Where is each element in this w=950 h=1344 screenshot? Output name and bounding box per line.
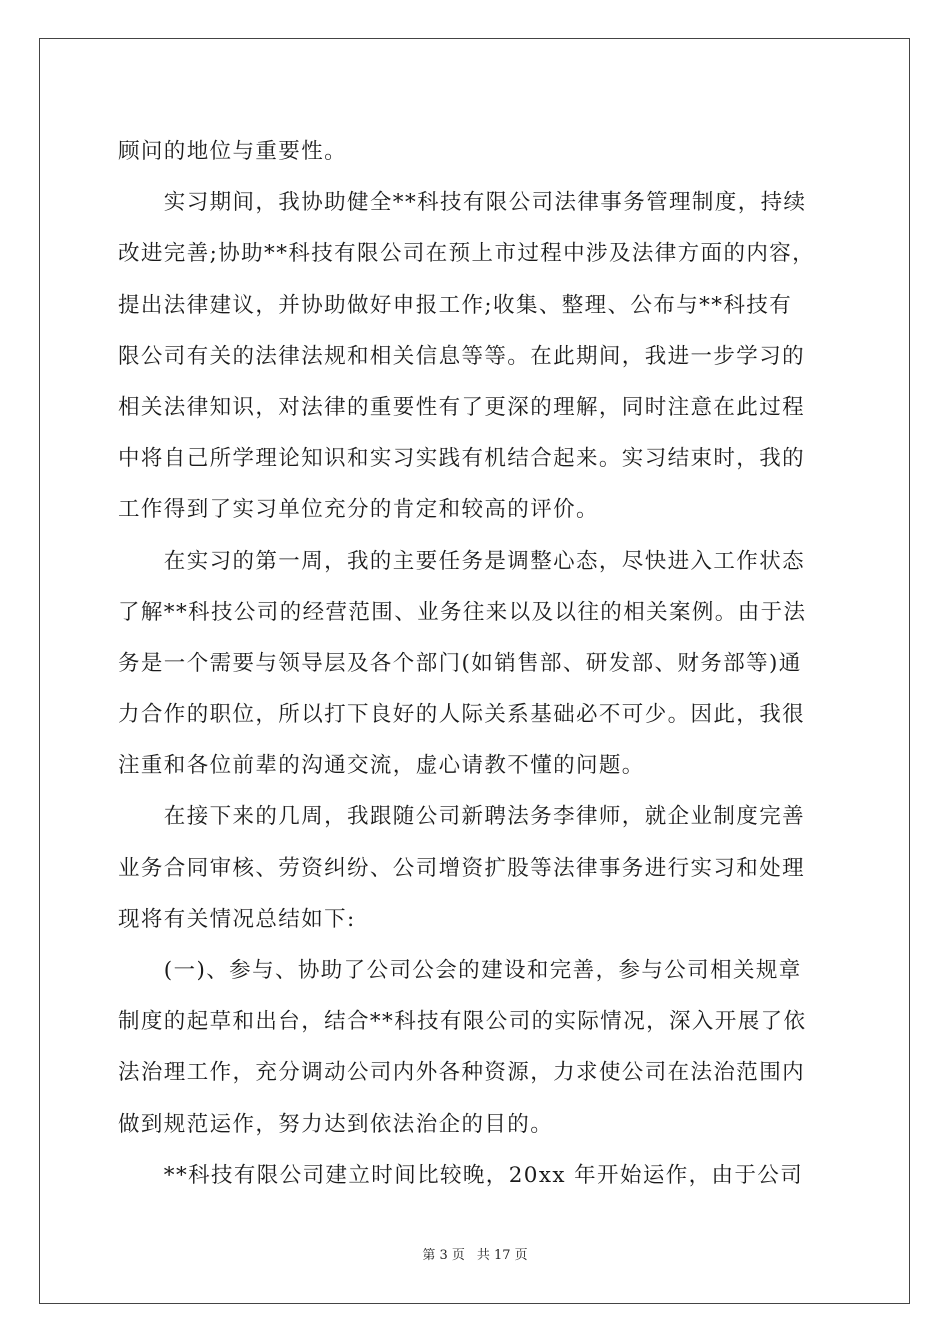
text-line: 提出法律建议，并协助做好申报工作;收集、整理、公布与**科技有 — [118, 292, 793, 318]
total-pages: 共 17 页 — [476, 1248, 528, 1263]
text-line: 改进完善;协助**科技有限公司在预上市过程中涉及法律方面的内容， — [118, 241, 816, 267]
text-line: 力合作的职位，所以打下良好的人际关系基础必不可少。因此，我很 — [118, 702, 806, 728]
text-line: 了解**科技公司的经营范围、业务往来以及以往的相关案例。由于法 — [118, 599, 807, 625]
document-body — [118, 126, 838, 1201]
text-line: 法治理工作，充分调动公司内外各种资源，力求使公司在法治范围内 — [118, 1060, 806, 1086]
text-line: 工作得到了实习单位充分的肯定和较高的评价。 — [118, 497, 599, 523]
text-line: 业务合同审核、劳资纠纷、公司增资扩股等法律事务进行实习和处理 — [118, 855, 806, 881]
text-line: (一)、参与、协助了公司公会的建设和完善，参与公司相关规章 — [118, 958, 802, 983]
text-line: 相关法律知识，对法律的重要性有了更深的理解，同时注意在此过程 — [118, 394, 806, 420]
page-number: 第 3 页 — [422, 1248, 465, 1263]
text-line: 在实习的第一周，我的主要任务是调整心态，尽快进入工作状态 — [118, 548, 806, 574]
text-line: 顾问的地位与重要性。 — [118, 139, 348, 164]
text-line: 务是一个需要与领导层及各个部门(如销售部、研发部、财务部等)通 — [118, 650, 802, 676]
text-line: 实习期间，我协助健全**科技有限公司法律事务管理制度，持续 — [118, 190, 807, 216]
text-line: 注重和各位前辈的沟通交流，虚心请教不懂的问题。 — [118, 753, 645, 779]
page-footer — [0, 1246, 950, 1266]
text-line: 制度的起草和出台，结合**科技有限公司的实际情况，深入开展了依 — [118, 1009, 807, 1035]
text-line: 做到规范运作，努力达到依法治企的目的。 — [118, 1111, 554, 1137]
text-line: 现将有关情况总结如下: — [118, 906, 356, 932]
text-line: **科技有限公司建立时间比较晚，20xx 年开始运作，由于公司 — [118, 1162, 804, 1188]
text-line: 限公司有关的法律法规和相关信息等等。在此期间，我进一步学习的 — [118, 343, 806, 369]
text-line: 中将自己所学理论知识和实习实践有机结合起来。实习结束时，我的 — [118, 446, 806, 472]
text-line: 在接下来的几周，我跟随公司新聘法务李律师，就企业制度完善 — [118, 804, 806, 830]
